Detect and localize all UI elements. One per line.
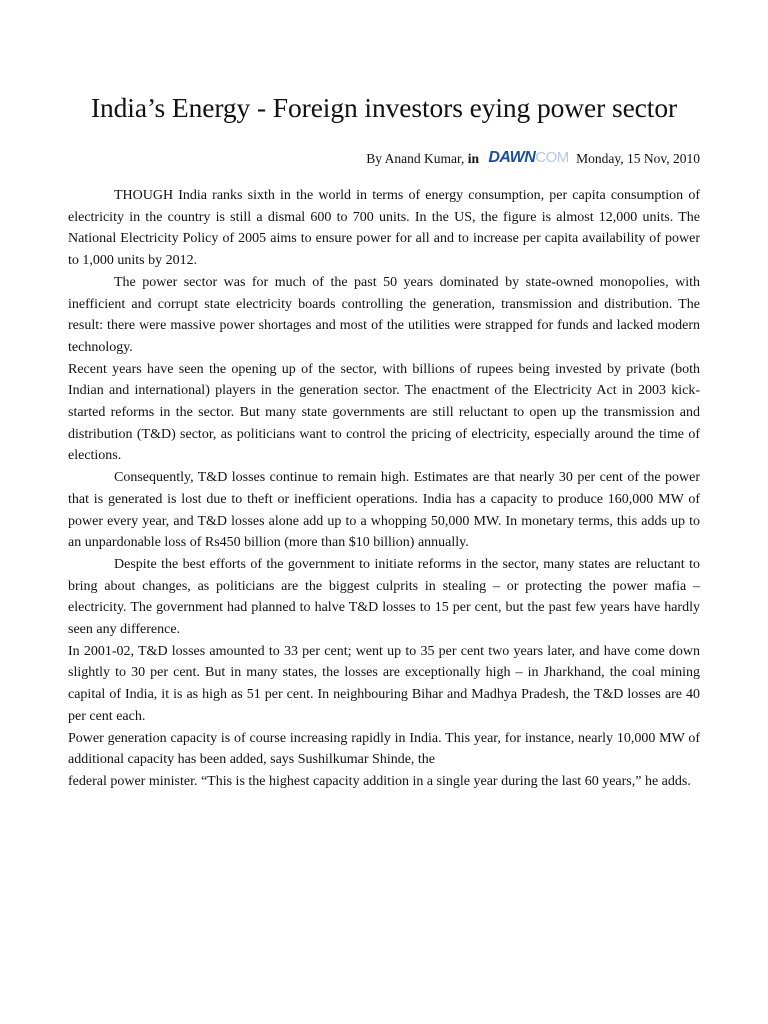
byline [68,148,700,170]
dawn-logo-suffix: COM [535,148,569,166]
article-title: India’s Energy - Foreign investors eying power sector [90,92,678,123]
paragraph: Consequently, T&D losses continue to remain high. Estimates are that nearly 30 per cent of the power that is generated is lost due to theft or inefficient operations. India has a capacity to produce 160,000 MW of power every year, and T&D losses alone add up to a whopping 50,000 MW. In monetary terms, this adds up to an unpardonable loss of Rs450 billion (more than $10 billion) annually. [68,470,700,551]
article-page [68,0,700,793]
paragraph: In 2001-02, T&D losses amounted to 33 per cent; went up to 35 per cent two years later, and have come down slightly to 30 per cent. But in many states, the losses are exceptionally high – in Jharkhand, the coal mining capital of India, it is as high as 51 per cent. In neighbouring Bihar and Madhya Pradesh, the T&D losses are 40 per cent each. [68,643,700,724]
paragraph: federal power minister. “This is the highest capacity addition in a single year during the last 60 years,” he adds. [68,773,691,789]
dawn-logo-text: DAWN [488,148,536,166]
publish-date: Monday, 15 Nov, 2010 [576,151,700,166]
author-name: By Anand Kumar, [366,151,465,166]
article-body [68,185,700,793]
paragraph: Power generation capacity is of course increasing rapidly in India. This year, for instance, nearly 10,000 MW of additional capacity has been added, says Sushilkumar Shinde, the [68,730,700,768]
paragraph: The power sector was for much of the past 50 years dominated by state-owned monopolies, with inefficient and corrupt state electricity boards controlling the generation, transmission and distribution. The result: there were massive power shortages and most of the utilities were strapped for funds and lacked modern technology. [68,274,700,355]
dawn-logo [488,150,568,166]
byline-in: in [467,151,479,166]
paragraph: Despite the best efforts of the government to initiate reforms in the sector, many states are reluctant to bring about changes, as politicians are the biggest culprits in stealing – or protecting the power mafia – electricity. The government had planned to halve T&D losses to 15 per cent, but the past few years have hardly seen any difference. [68,556,700,638]
paragraph: THOUGH India ranks sixth in the world in terms of energy consumption, per capita consumption of electricity in the country is still a dismal 600 to 700 units. In the US, the figure is almost 12,000 units. The National Electricity Policy of 2005 aims to ensure power for all and to increase per capita availability of power to 1,000 units by 2012. [68,188,700,269]
paragraph: Recent years have seen the opening up of the sector, with billions of rupees being invested by private (both Indian and international) players in the generation sector. The enactment of the Electricity Act in 2003 kick-started reforms in the sector. But many state governments are still reluctant to open up the transmission and distribution (T&D) sector, as politicians want to control the pricing of electricity, especially around the time of elections. [68,361,700,464]
